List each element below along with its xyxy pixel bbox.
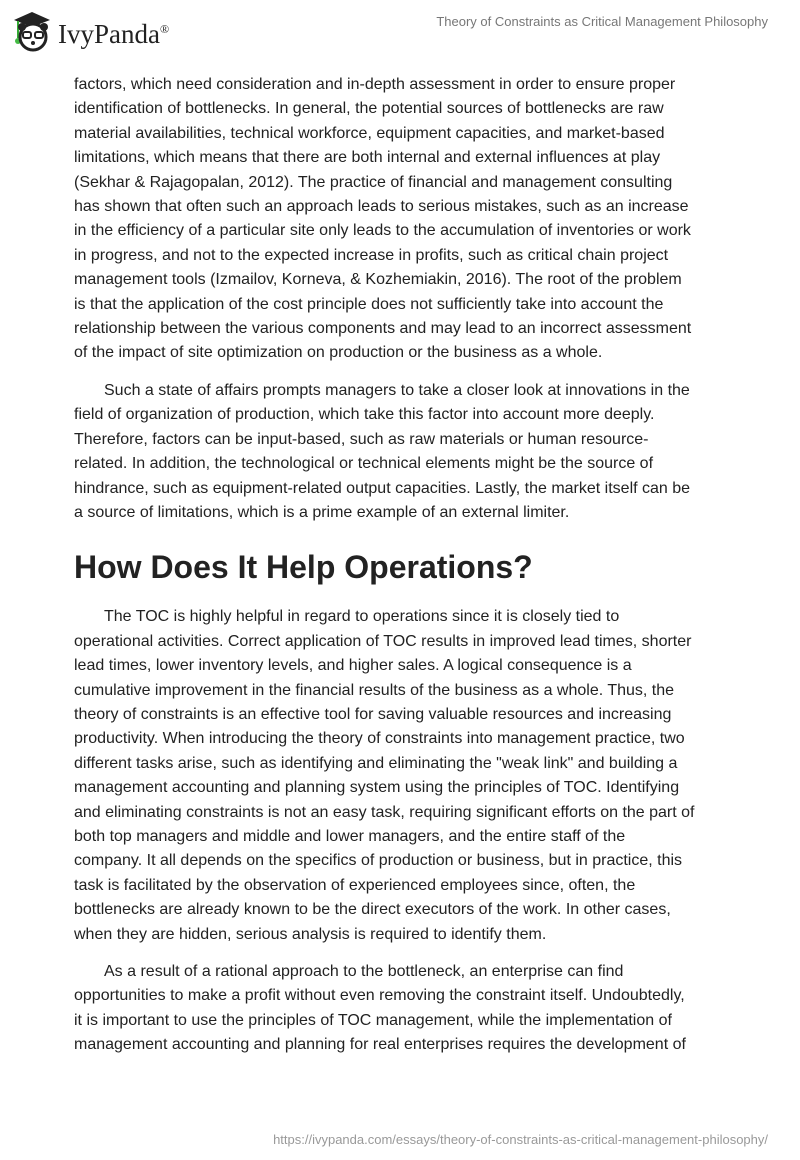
paragraph xyxy=(74,379,754,525)
text-line: management accounting and planning for real enterprises requires the development of xyxy=(74,1036,686,1054)
panda-logo-icon xyxy=(12,8,52,52)
text-line: field of organization of production, which take this factor into account more deeply. xyxy=(74,406,655,424)
text-line: limitations, which means that there are both internal and external influences at play xyxy=(74,149,661,167)
text-line: in progress, and not to the expected increase in profits, such as critical chain project xyxy=(74,246,669,264)
text-line: Such a state of affairs prompts managers to take a closer look at innovations in the xyxy=(104,381,690,399)
section-heading: How Does It Help Operations? xyxy=(74,549,533,586)
text-line: company. It all depends on the specifics of production or business, but in practice, this xyxy=(74,852,683,870)
paragraphs-after xyxy=(74,605,754,1057)
paragraph xyxy=(74,73,754,366)
document-title: Theory of Constraints as Critical Management Philosophy xyxy=(436,14,768,29)
text-line: material availabilities, technical workforce, equipment capacities, and market-based xyxy=(74,124,665,142)
text-line: hindrance, such as equipment-related output capacities. Lastly, the market itself can be xyxy=(74,479,691,497)
text-line: both top managers and middle and lower managers, and the entire staff of the xyxy=(74,827,626,845)
text-line: operational activities. Correct application of TOC results in improved lead times, shorter xyxy=(74,632,692,650)
text-line: task is facilitated by the observation of experienced employees since, often, the xyxy=(74,876,636,894)
text-line: Therefore, factors can be input-based, such as raw materials or human resource- xyxy=(74,430,649,448)
paragraph xyxy=(74,960,754,1058)
text-line: is that the application of the cost principle does not sufficiently take into account the xyxy=(74,295,664,313)
text-line: productivity. When introducing the theory of constraints into management practice, two xyxy=(74,730,685,748)
text-line: different tasks arise, such as identifying and eliminating the "weak link" and building a xyxy=(74,754,678,772)
paragraphs-before xyxy=(74,73,754,525)
text-line: relationship between the various components and may lead to an incorrect assessment xyxy=(74,320,692,338)
text-line: and eliminating constraints is not an easy task, requiring significant efforts on the part of xyxy=(74,803,695,821)
text-line: management tools (Izmailov, Korneva, & Kozhemiakin, 2016). The root of the problem xyxy=(74,271,682,289)
registered-mark: ® xyxy=(159,21,170,36)
text-line: of the impact of site optimization on production or the business as a whole. xyxy=(74,344,603,362)
text-line: in the efficiency of a particular site only leads to the accumulation of inventories or work xyxy=(74,222,691,240)
text-line: As a result of a rational approach to the bottleneck, an enterprise can find xyxy=(104,963,624,980)
text-line: lead times, lower inventory levels, and higher sales. A logical consequence is a xyxy=(74,657,632,675)
ivypanda-logo[interactable] xyxy=(12,8,169,52)
text-line: opportunities to make a profit without even removing the constraint itself. Undoubtedly, xyxy=(74,987,685,1005)
text-line: theory of constraints is an effective tool for saving valuable resources and increasing xyxy=(74,705,672,723)
essay-content xyxy=(74,73,754,1071)
text-line: a source of limitations, which is a prime example of an external limiter. xyxy=(74,503,570,521)
text-line: management accounting and planning system using the principles of TOC. Identifying xyxy=(74,779,680,797)
source-url[interactable]: https://ivypanda.com/essays/theory-of-constraints-as-critical-management-philosophy/ xyxy=(273,1132,768,1147)
text-line: The TOC is highly helpful in regard to operations since it is closely tied to xyxy=(104,608,620,626)
logo-text: IvyPanda xyxy=(58,18,160,49)
text-line: factors, which need consideration and in-depth assessment in order to ensure proper xyxy=(74,76,676,93)
text-line: bottlenecks are already known to be the direct executors of the work. In other cases, xyxy=(74,901,671,919)
text-line: has shown that often such an approach leads to serious mistakes, such as an increase xyxy=(74,198,689,216)
text-line: when they are hidden, serious analysis is required to identify them. xyxy=(74,925,547,943)
text-line: it is important to use the principles of TOC management, while the implementation of xyxy=(74,1011,672,1029)
text-line: cumulative improvement in the financial results of the business as a whole. Thus, the xyxy=(74,681,675,699)
text-line: related. In addition, the technological or technical elements might be the source of xyxy=(74,455,654,473)
text-line: identification of bottlenecks. In general, the potential sources of bottlenecks are raw xyxy=(74,100,664,118)
paragraph xyxy=(74,605,754,947)
text-line: (Sekhar & Rajagopalan, 2012). The practice of financial and management consulting xyxy=(74,173,673,191)
